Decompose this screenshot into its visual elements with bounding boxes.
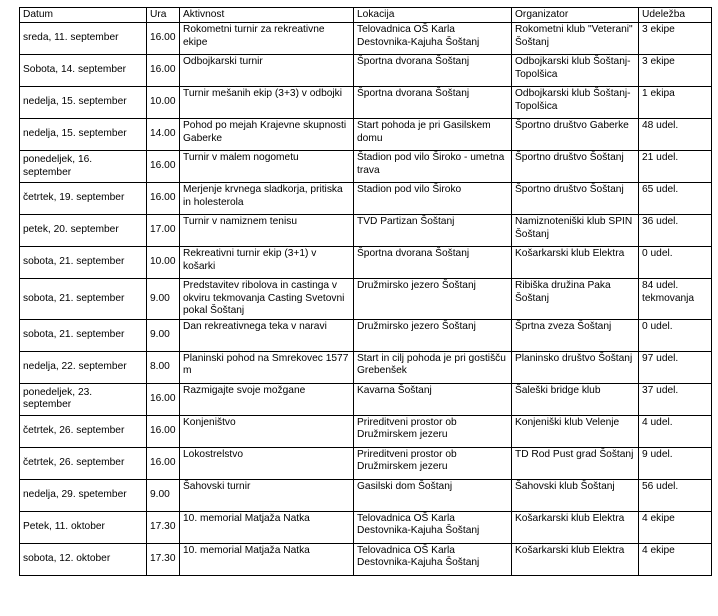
table-row — [20, 247, 712, 279]
cell-date: ponedeljek, 23. september — [20, 383, 147, 415]
table-row — [20, 447, 712, 479]
cell-participation: 4 ekipe — [639, 511, 712, 543]
cell-date: sreda, 11. september — [20, 23, 147, 55]
cell-time: 10.00 — [147, 87, 180, 119]
cell-date: petek, 20. september — [20, 215, 147, 247]
table-row — [20, 319, 712, 351]
cell-participation: 65 udel. — [639, 183, 712, 215]
cell-date: sobota, 12. oktober — [20, 543, 147, 575]
cell-date: četrtek, 19. september — [20, 183, 147, 215]
cell-participation: 9 udel. — [639, 447, 712, 479]
cell-organizer: Rokometni klub "Veterani" Šoštanj — [512, 23, 639, 55]
events-table — [19, 7, 712, 576]
cell-date: Petek, 11. oktober — [20, 511, 147, 543]
cell-time: 16.00 — [147, 383, 180, 415]
cell-participation: 97 udel. — [639, 351, 712, 383]
cell-activity: Razmigajte svoje možgane — [180, 383, 354, 415]
cell-location: Prireditveni prostor ob Družmirskem jezeru — [354, 415, 512, 447]
cell-location: Družmirsko jezero Šoštanj — [354, 279, 512, 320]
cell-participation: 21 udel. — [639, 151, 712, 183]
cell-date: četrtek, 26. september — [20, 415, 147, 447]
cell-organizer: Športno društvo Šoštanj — [512, 183, 639, 215]
cell-date: nedelja, 15. september — [20, 87, 147, 119]
cell-location: Telovadnica OŠ Karla Destovnika-Kajuha Šoštanj — [354, 23, 512, 55]
cell-time: 16.00 — [147, 23, 180, 55]
cell-location: Start pohoda je pri Gasilskem domu — [354, 119, 512, 151]
cell-time: 17.30 — [147, 543, 180, 575]
cell-activity: Predstavitev ribolova in castinga v okviru tekmovanja Casting Svetovni pokal Šoštanj — [180, 279, 354, 320]
cell-activity: Rokometni turnir za rekreativne ekipe — [180, 23, 354, 55]
cell-time: 17.30 — [147, 511, 180, 543]
cell-activity: Konjeništvo — [180, 415, 354, 447]
cell-time: 9.00 — [147, 479, 180, 511]
cell-organizer: Ribiška družina Paka Šoštanj — [512, 279, 639, 320]
cell-activity: 10. memorial Matjaža Natka — [180, 543, 354, 575]
cell-organizer: Športno društvo Gaberke — [512, 119, 639, 151]
table-row — [20, 23, 712, 55]
header-organizer: Organizator — [512, 8, 639, 23]
table-row — [20, 119, 712, 151]
cell-time: 16.00 — [147, 415, 180, 447]
cell-activity: Turnir v malem nogometu — [180, 151, 354, 183]
cell-organizer: Športno društvo Šoštanj — [512, 151, 639, 183]
cell-location: Telovadnica OŠ Karla Destovnika-Kajuha Šoštanj — [354, 543, 512, 575]
cell-activity: 10. memorial Matjaža Natka — [180, 511, 354, 543]
table-row — [20, 415, 712, 447]
cell-date: sobota, 21. september — [20, 279, 147, 320]
cell-location: Telovadnica OŠ Karla Destovnika-Kajuha Šoštanj — [354, 511, 512, 543]
cell-participation: 48 udel. — [639, 119, 712, 151]
cell-activity: Rekreativni turnir ekip (3+1) v košarki — [180, 247, 354, 279]
cell-time: 16.00 — [147, 55, 180, 87]
cell-time: 8.00 — [147, 351, 180, 383]
cell-date: sobota, 21. september — [20, 319, 147, 351]
cell-date: nedelja, 15. september — [20, 119, 147, 151]
cell-activity: Lokostrelstvo — [180, 447, 354, 479]
cell-organizer: Konjeniški klub Velenje — [512, 415, 639, 447]
cell-participation: 4 udel. — [639, 415, 712, 447]
cell-activity: Šahovski turnir — [180, 479, 354, 511]
cell-time: 9.00 — [147, 279, 180, 320]
cell-activity: Turnir mešanih ekip (3+3) v odbojki — [180, 87, 354, 119]
table-body — [20, 23, 712, 576]
cell-participation: 1 ekipa — [639, 87, 712, 119]
cell-time: 10.00 — [147, 247, 180, 279]
table-row — [20, 479, 712, 511]
table-row — [20, 55, 712, 87]
cell-organizer: Košarkarski klub Elektra — [512, 511, 639, 543]
cell-time: 16.00 — [147, 151, 180, 183]
cell-location: TVD Partizan Šoštanj — [354, 215, 512, 247]
cell-participation: 37 udel. — [639, 383, 712, 415]
cell-time: 14.00 — [147, 119, 180, 151]
header-activity: Aktivnost — [180, 8, 354, 23]
cell-participation: 56 udel. — [639, 479, 712, 511]
cell-location: Športna dvorana Šoštanj — [354, 247, 512, 279]
cell-organizer: Šahovski klub Šoštanj — [512, 479, 639, 511]
cell-participation: 0 udel. — [639, 247, 712, 279]
table-row — [20, 543, 712, 575]
cell-organizer: Košarkarski klub Elektra — [512, 247, 639, 279]
cell-organizer: Šaleški bridge klub — [512, 383, 639, 415]
table-header — [20, 8, 712, 23]
cell-date: četrtek, 26. september — [20, 447, 147, 479]
cell-organizer: Planinsko društvo Šoštanj — [512, 351, 639, 383]
cell-participation: 3 ekipe — [639, 23, 712, 55]
cell-location: Gasilski dom Šoštanj — [354, 479, 512, 511]
table-row — [20, 279, 712, 320]
cell-location: Kavarna Šoštanj — [354, 383, 512, 415]
cell-activity: Odbojkarski turnir — [180, 55, 354, 87]
table-row — [20, 383, 712, 415]
cell-activity: Pohod po mejah Krajevne skupnosti Gaberke — [180, 119, 354, 151]
cell-location: Start in cilj pohoda je pri gostišču Grebenšek — [354, 351, 512, 383]
table-row — [20, 151, 712, 183]
header-location: Lokacija — [354, 8, 512, 23]
header-time: Ura — [147, 8, 180, 23]
table-row — [20, 511, 712, 543]
cell-date: nedelja, 29. spetember — [20, 479, 147, 511]
cell-location: Športna dvorana Šoštanj — [354, 55, 512, 87]
cell-organizer: Šprtna zveza Šoštanj — [512, 319, 639, 351]
header-date: Datum — [20, 8, 147, 23]
cell-organizer: TD Rod Pust grad Šoštanj — [512, 447, 639, 479]
table-row — [20, 87, 712, 119]
table-row — [20, 351, 712, 383]
cell-participation: 84 udel. tekmovanja — [639, 279, 712, 320]
cell-organizer: Košarkarski klub Elektra — [512, 543, 639, 575]
cell-date: ponedeljek, 16. september — [20, 151, 147, 183]
cell-date: nedelja, 22. september — [20, 351, 147, 383]
cell-time: 16.00 — [147, 183, 180, 215]
cell-time: 9.00 — [147, 319, 180, 351]
cell-time: 17.00 — [147, 215, 180, 247]
cell-location: Štadion pod vilo Široko - umetna trava — [354, 151, 512, 183]
cell-participation: 4 ekipe — [639, 543, 712, 575]
table-row — [20, 215, 712, 247]
cell-location: Stadion pod vilo Široko — [354, 183, 512, 215]
header-row — [20, 8, 712, 23]
table-row — [20, 183, 712, 215]
cell-activity: Turnir v namiznem tenisu — [180, 215, 354, 247]
cell-participation: 0 udel. — [639, 319, 712, 351]
cell-location: Športna dvorana Šoštanj — [354, 87, 512, 119]
cell-time: 16.00 — [147, 447, 180, 479]
cell-organizer: Odbojkarski klub Šoštanj-Topolšica — [512, 55, 639, 87]
cell-activity: Planinski pohod na Smrekovec 1577 m — [180, 351, 354, 383]
header-participation: Udeležba — [639, 8, 712, 23]
cell-organizer: Namiznoteniški klub SPIN Šoštanj — [512, 215, 639, 247]
cell-date: sobota, 21. september — [20, 247, 147, 279]
cell-activity: Dan rekreativnega teka v naravi — [180, 319, 354, 351]
cell-participation: 36 udel. — [639, 215, 712, 247]
cell-organizer: Odbojkarski klub Šoštanj-Topolšica — [512, 87, 639, 119]
cell-location: Prireditveni prostor ob Družmirskem jezeru — [354, 447, 512, 479]
cell-activity: Merjenje krvnega sladkorja, pritiska in holesterola — [180, 183, 354, 215]
cell-participation: 3 ekipe — [639, 55, 712, 87]
cell-location: Družmirsko jezero Šoštanj — [354, 319, 512, 351]
cell-date: Sobota, 14. september — [20, 55, 147, 87]
